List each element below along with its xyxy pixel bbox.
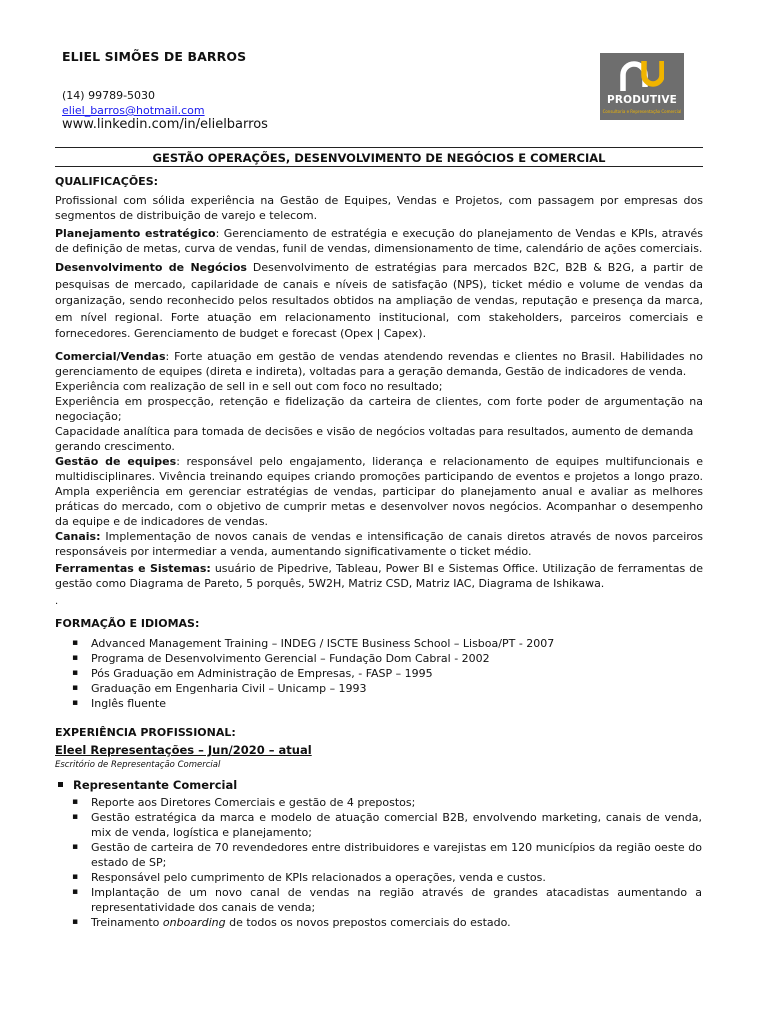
list-item: ▪ Inglês fluente bbox=[72, 697, 166, 710]
business-text: Desenvolvimento de estratégias para mercados B2C, B2B & B2G, a partir de pesquisas de mercado, capilaridade de canais e níveis de satisfação (NPS), ticket médio e volume de vendas da organização, sendo reconhecido pelos resultados obtidos na ampliação de vendas, reputação e presença da marca, em nível regional. Forte atuação em relacionamento institucional, com stakeholders, parceiros comerciais e fornecedores. Gerenciamento de budget e forecast (Opex | Capex). bbox=[55, 261, 703, 340]
experience-title: EXPERIÊNCIA PROFISSIONAL: bbox=[55, 726, 236, 739]
company-logo bbox=[600, 53, 684, 120]
list-item: ▪ Gestão de carteira de 70 revendedores entre distribuidores e varejistas em 120 municípios da região oeste do estado de SP; bbox=[72, 841, 702, 869]
planning-paragraph bbox=[55, 226, 703, 256]
list-item: ▪ Reporte aos Diretores Comerciais e gestão de 4 prepostos; bbox=[72, 796, 416, 809]
square-bullet-icon bbox=[58, 782, 63, 787]
sales-paragraph bbox=[55, 349, 703, 379]
channels-paragraph bbox=[55, 529, 703, 559]
logo-wordmark: PRODUTIVE bbox=[606, 94, 678, 106]
headline-bottom-rule bbox=[55, 166, 703, 167]
channels-label: Canais: bbox=[55, 530, 101, 543]
tools-label: Ferramentas e Sistemas: bbox=[55, 562, 211, 575]
planning-label: Planejamento estratégico bbox=[55, 227, 216, 240]
education-list bbox=[72, 636, 702, 711]
sales-label: Comercial/Vendas bbox=[55, 350, 166, 363]
sales-line-prospection: Experiência em prospecção, retenção e fidelização da carteira de clientes, com forte poder de argumentação na negociação; bbox=[55, 395, 703, 423]
phone-number: (14) 99789-5030 bbox=[62, 89, 156, 102]
list-item: ▪ Treinamento onboarding de todos os novos prepostos comerciais do estado. bbox=[72, 916, 511, 929]
list-item: ▪ Advanced Management Training – INDEG / ISCTE Business School – Lisboa/PT - 2007 bbox=[72, 637, 555, 650]
logo-subtitle: Consultoria e Representação Comercial bbox=[602, 109, 682, 114]
bullet-icon: ▪ bbox=[72, 842, 79, 852]
tools-text: usuário de Pipedrive, Tableau, Power BI e Sistemas Office. Utilização de ferramentas de gestão como Diagrama de Pareto, 5 porquês, 5W2H, Matriz CSD, Matriz IAC, Diagrama de Ishikawa. bbox=[55, 562, 703, 590]
sales-line-analytics: Capacidade analítica para tomada de decisões e visão de negócios voltadas para resultados, aumento de demanda gerando crescimento. bbox=[55, 425, 694, 453]
planning-text: : Gerenciamento de estratégia e execução do planejamento de Vendas e KPIs, através de definição de metas, curva de vendas, funil de vendas, dimensionamento de time, calendário de ações comerciais. bbox=[55, 227, 704, 255]
bullet-icon: ▪ bbox=[72, 668, 79, 678]
qualifications-title: QUALIFICAÇÕES: bbox=[55, 175, 159, 188]
bullet-icon: ▪ bbox=[72, 797, 79, 807]
headline: GESTÃO OPERAÇÕES, DESENVOLVIMENTO DE NEGÓCIOS E COMERCIAL bbox=[152, 151, 606, 165]
business-label: Desenvolvimento de Negócios bbox=[55, 261, 247, 274]
list-item: ▪ Gestão estratégica da marca e modelo de atuação comercial B2B, envolvendo marketing, canais de venda, mix de venda, logística e planejamento; bbox=[72, 811, 702, 839]
bullet-icon: ▪ bbox=[72, 638, 79, 648]
stray-dot: . bbox=[55, 596, 59, 607]
bullet-icon: ▪ bbox=[72, 653, 79, 663]
role-title: Representante Comercial bbox=[73, 778, 238, 792]
experience-list bbox=[72, 795, 702, 930]
teams-text: : responsável pelo engajamento, liderança e relacionamento de equipes multifuncionais e multidisciplinares. Vivência treinando equipes criando promoções participando de eventos e projetos a longo prazo. Ampla experiência em gerenciar estratégias de vendas, participar do planejamento anual e avaliar as melhores práticas do mercado, com o objetivo de cumprir metas e desenvolver novos negócios. Acompanhar o desempenho da equipe e de indicadores de vendas. bbox=[55, 455, 703, 528]
tools-paragraph bbox=[55, 561, 703, 591]
headline-top-rule bbox=[55, 147, 703, 148]
bullet-icon: ▪ bbox=[72, 698, 79, 708]
business-paragraph bbox=[55, 260, 703, 343]
list-item: ▪ Responsável pelo cumprimento de KPIs relacionados a operações, venda e custos. bbox=[72, 871, 546, 884]
qualifications-intro: Profissional com sólida experiência na Gestão de Equipes, Vendas e Projetos, com passagem por empresas dos segmentos de distribuição de varejo e telecom. bbox=[55, 194, 703, 222]
bullet-icon: ▪ bbox=[72, 872, 79, 882]
candidate-name: ELIEL SIMÕES DE BARROS bbox=[62, 49, 247, 64]
role-heading bbox=[58, 778, 237, 792]
sales-text: : Forte atuação em gestão de vendas atendendo revendas e clientes no Brasil. Habilidades no gerenciamento de equipes (direta e indireta), voltadas para a geração demanda, Gestão de indicadores de venda. bbox=[55, 350, 703, 378]
teams-paragraph bbox=[55, 454, 703, 529]
company-heading: Eleel Representações – Jun/2020 – atual bbox=[55, 743, 312, 757]
email-link[interactable]: eliel_barros@hotmail.com bbox=[62, 104, 205, 117]
linkedin-url[interactable]: www.linkedin.com/in/elielbarros bbox=[62, 117, 268, 132]
list-item: ▪ Implantação de um novo canal de vendas na região através de grandes atacadistas aumentando a representatividade dos canais de venda; bbox=[72, 886, 702, 914]
logo-mark-icon bbox=[620, 57, 664, 93]
company-subtitle: Escritório de Representação Comercial bbox=[55, 760, 221, 770]
bullet-icon: ▪ bbox=[72, 812, 79, 822]
bullet-icon: ▪ bbox=[72, 683, 79, 693]
sales-block bbox=[55, 349, 703, 559]
education-title: FORMAÇÃO E IDIOMAS: bbox=[55, 617, 200, 630]
list-item: ▪ Programa de Desenvolvimento Gerencial – Fundação Dom Cabral - 2002 bbox=[72, 652, 490, 665]
bullet-icon: ▪ bbox=[72, 917, 79, 927]
list-item: ▪ Pós Graduação em Administração de Empresas, - FASP – 1995 bbox=[72, 667, 433, 680]
channels-text: Implementação de novos canais de vendas e intensificação de canais diretos através de novos parceiros responsáveis por intermediar a venda, aumentando significativamente o ticket médio. bbox=[55, 530, 703, 558]
sales-line-sell-in: Experiência com realização de sell in e sell out com foco no resultado; bbox=[55, 380, 443, 393]
teams-label: Gestão de equipes bbox=[55, 455, 177, 468]
list-item: ▪ Graduação em Engenharia Civil – Unicamp – 1993 bbox=[72, 682, 367, 695]
bullet-icon: ▪ bbox=[72, 887, 79, 897]
